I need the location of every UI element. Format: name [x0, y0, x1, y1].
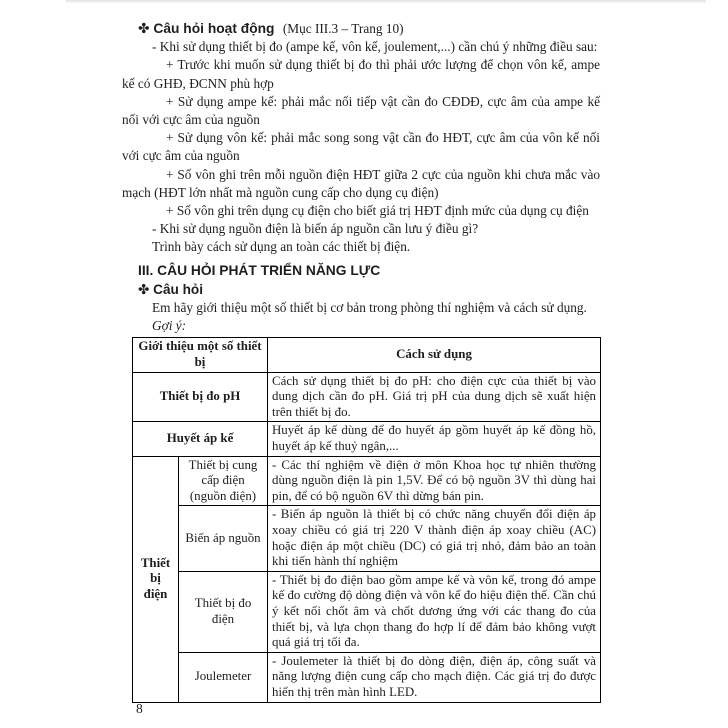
table-header-row: [133, 338, 601, 372]
activity-item: - Khi sử dụng thiết bị đo (ampe kế, vôn kế, joulement,...) cần chú ý những điều sau:: [152, 39, 598, 55]
activity-heading-title: ✤ Câu hỏi hoạt động: [138, 21, 275, 36]
activity-item: + Sử dụng ampe kế: phải mắc nối tiếp vật cần đo CĐDĐ, cực âm của ampe kế nối với cực âm của nguồn: [122, 93, 600, 128]
device-name: Joulemeter: [179, 652, 268, 702]
question-text: Em hãy giới thiệu một số thiết bị cơ bản trong phòng thí nghiệm và cách sử dụng.: [152, 300, 587, 316]
table-row: [133, 506, 601, 571]
table-row: [133, 422, 601, 456]
device-name: Thiết bị đo pH: [133, 372, 268, 422]
section-title: III. CÂU HỎI PHÁT TRIỂN NĂNG LỰC: [138, 262, 381, 278]
question-heading: ✤ Câu hỏi: [138, 281, 204, 297]
device-name: Biến áp nguồn: [179, 506, 268, 571]
device-name: Huyết áp kế: [133, 422, 268, 456]
device-usage: - Joulemeter là thiết bị đo dòng điện, điện áp, công suất và năng lượng điện cung cấp cho mạch điện. Các giá trị đo được hiển thị trên màn hình LED.: [268, 652, 601, 702]
page-content: [122, 20, 600, 703]
device-name: Thiết bị cung cấp điện (nguồn điện): [179, 456, 268, 506]
activity-heading: [138, 20, 600, 38]
activity-item: - Khi sử dụng nguồn điện là biến áp nguồn cần lưu ý điều gì?: [152, 221, 479, 237]
device-usage: - Biến áp nguồn là thiết bị có chức năng chuyển đổi điện áp xoay chiều có giá trị 220 V thành điện áp xoay chiều (AC) hoặc điện áp một chiều (DC) có giá trị nhỏ, đảm bảo an toàn khi tiến hành thí nghiệm: [268, 506, 601, 571]
activity-item: + Trước khi muốn sử dụng thiết bị đo thì phải ước lượng để chọn vôn kế, ampe kế có GHĐ, ĐCNN phù hợp: [122, 57, 600, 91]
scan-edge: [66, 0, 706, 3]
device-usage: - Các thí nghiệm về điện ở môn Khoa học tự nhiên thường dùng nguồn điện là pin 1,5V. Để có bộ nguồn 3V thì dùng hai pin, để có bộ nguồn 6V thì dừng bán pin.: [268, 456, 601, 506]
devices-table: [132, 337, 601, 702]
table-row: [133, 372, 601, 422]
activity-heading-reference: (Mục III.3 – Trang 10): [282, 21, 404, 36]
device-group-label: Thiết bị điện: [133, 456, 179, 702]
activity-item: + Sử dụng vôn kế: phải mắc song song vật cần đo HĐT, cực âm của vôn kế nối với cực âm của nguồn: [122, 130, 600, 164]
page-number: 8: [136, 701, 143, 716]
device-usage: Cách sử dụng thiết bị đo pH: cho điện cực của thiết bị vào dung dịch cần đo pH. Giá trị pH của dung dịch sẽ xuất hiện trên thiết bị đo.: [268, 372, 601, 422]
device-usage: Huyết áp kế dùng để đo huyết áp gồm huyết áp kế đồng hồ, huyết áp kế thuỷ ngân,...: [268, 422, 601, 456]
table-row: [133, 652, 601, 702]
table-header-usage: Cách sử dụng: [268, 338, 601, 372]
activity-item: Trình bày cách sử dụng an toàn các thiết bị điện.: [152, 239, 411, 255]
table-row: [133, 571, 601, 652]
table-row: [133, 456, 601, 506]
device-name: Thiết bị đo điện: [179, 571, 268, 652]
device-usage: - Thiết bị đo điện bao gồm ampe kế và vôn kế, trong đó ampe kế đo cường độ dòng điện và vôn kế đo hiệu điện thế. Cần chú ý kết nối chốt âm và chốt dương ứng với các thang đo của thiết bị, và lựa chọn thang đo hợp lí để đảm bảo không vượt quá giá trị tối đa.: [268, 571, 601, 652]
activity-item: + Số vôn ghi trên dụng cụ điện cho biết giá trị HĐT định mức của dụng cụ điện: [166, 203, 589, 219]
hint-label: Gợi ý:: [152, 318, 187, 334]
activity-item: + Số vôn ghi trên mỗi nguồn điện HĐT giữa 2 cực của nguồn khi chưa mắc vào mạch (HĐT lớn nhất mà nguồn cung cấp cho dụng cụ điện): [122, 166, 600, 200]
table-header-device: Giới thiệu một số thiết bị: [133, 338, 268, 372]
